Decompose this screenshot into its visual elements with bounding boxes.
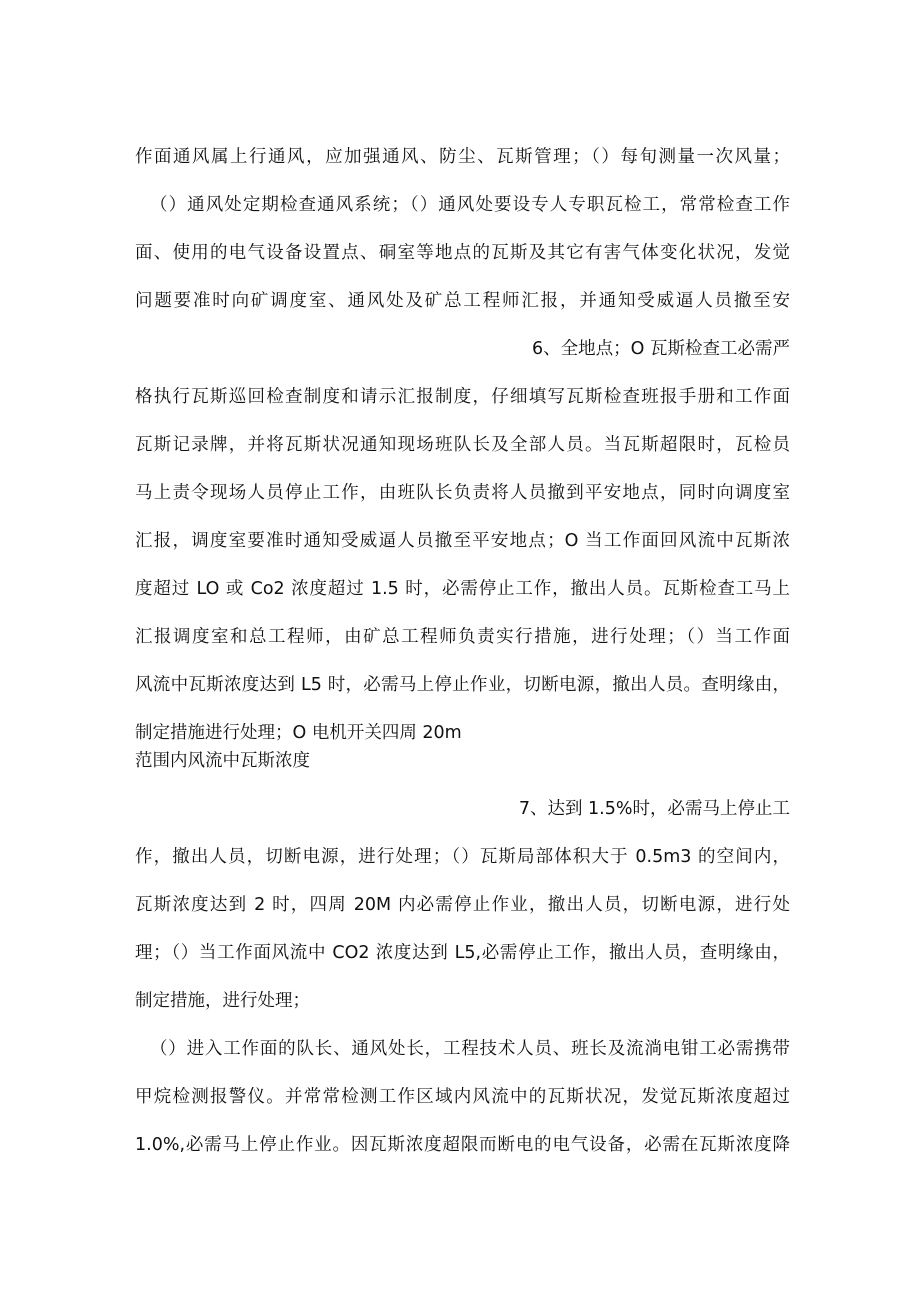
- text-line-8: 马上责令现场人员停止工作，由班队长负责将人员撤到平安地点，同时向调度室: [135, 483, 790, 503]
- text-line-10: 度超过 LO 或 Co2 浓度超过 1.5 时，必需停止工作，撤出人员。瓦斯检查工马上: [135, 579, 790, 599]
- text-line-21: 甲烷检测报警仪。并常常检测工作区域内风流中的瓦斯状况，发觉瓦斯浓度超过: [135, 1087, 790, 1107]
- text-line-7: 瓦斯记录牌，并将瓦斯状况通知现场班队长及全部人员。当瓦斯超限时，瓦检员: [135, 435, 790, 455]
- section-number-6-line: 6、全地点；O 瓦斯检查工必需严: [532, 339, 790, 359]
- text-line-19: 制定措施，进行处理；: [135, 991, 310, 1011]
- text-line-14: 范围内风流中瓦斯浓度: [135, 751, 310, 771]
- text-line-2: （）通风处定期检查通风系统；（）通风处要设专人专职瓦检工，常常检查工作: [150, 195, 790, 215]
- text-line-3: 面、使用的电气设备设置点、硐室等地点的瓦斯及其它有害气体变化状况，发觉: [135, 243, 790, 263]
- text-line-20: （）进入工作面的队长、通风处长，工程技术人员、班长及流淌电钳工必需携带: [150, 1039, 790, 1059]
- text-line-12: 风流中瓦斯浓度达到 L5 时，必需马上停止作业，切断电源，撤出人员。查明缘由，: [135, 675, 790, 695]
- text-line-9: 汇报，调度室要准时通知受威逼人员撤至平安地点；O 当工作面回风流中瓦斯浓: [135, 531, 790, 551]
- text-line-1: 作面通风属上行通风，应加强通风、防尘、瓦斯管理；（）每旬测量一次风量；: [135, 147, 790, 167]
- text-line-22: 1.0%,必需马上停止作业。因瓦斯浓度超限而断电的电气设备，必需在瓦斯浓度降: [135, 1135, 790, 1155]
- text-line-11: 汇报调度室和总工程师，由矿总工程师负责实行措施，进行处理；（）当工作面: [135, 627, 790, 647]
- text-line-13: 制定措施进行处理；O 电机开关四周 20m: [135, 723, 462, 743]
- text-line-4: 问题要准时向矿调度室、通风处及矿总工程师汇报，并通知受威逼人员撤至安: [135, 291, 790, 311]
- section-number-7-line: 7、达到 1.5%时，必需马上停止工: [518, 799, 790, 819]
- text-line-16: 作，撤出人员，切断电源，进行处理；（）瓦斯局部体积大于 0.5m3 的空间内，: [135, 847, 790, 867]
- text-line-6: 格执行瓦斯巡回检查制度和请示汇报制度，仔细填写瓦斯检查班报手册和工作面: [135, 387, 790, 407]
- text-line-18: 理；（）当工作面风流中 CO2 浓度达到 L5,必需停止工作，撤出人员，查明缘由，: [135, 943, 790, 963]
- text-line-17: 瓦斯浓度达到 2 时，四周 20M 内必需停止作业，撤出人员，切断电源，进行处: [135, 895, 790, 915]
